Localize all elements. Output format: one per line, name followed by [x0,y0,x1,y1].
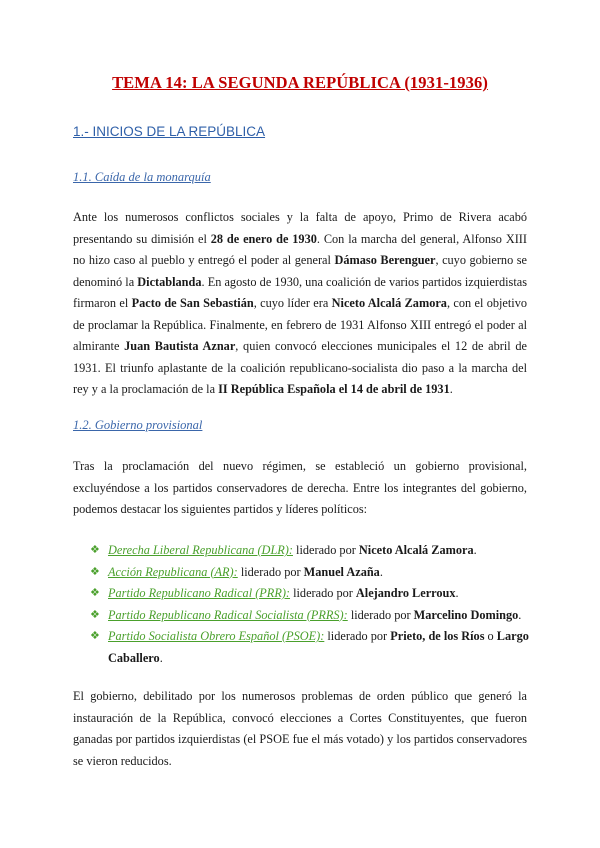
party-link[interactable]: Derecha Liberal Republicana (DLR): [108,543,293,557]
diamond-bullet-icon: ❖ [90,630,100,642]
party-leader: Manuel Azaña [303,564,380,579]
party-leader: Largo Caballero [108,629,529,665]
paragraph-provisional-intro: Tras la proclamación del nuevo régimen, se estableció un gobierno provisional, excluyéndose a los partidos conservadores de derecha. Entre los integrantes del gobierno, podemos destacar los siguientes partidos y líderes políticos: [73,459,527,516]
page-title: TEMA 14: LA SEGUNDA REPÚBLICA (1931-1936) [112,73,488,92]
diamond-bullet-icon: ❖ [90,565,100,578]
diamond-bullet-icon: ❖ [90,587,100,599]
party-leader: Niceto Alcalá Zamora [358,543,474,557]
list-item: ❖ Partido Republicano Radical (PRR): liderado por Alejandro Lerroux. [90,583,530,605]
party-link[interactable]: Partido Socialista Obrero Español (PSOE): [108,629,325,643]
party-leader: Alejandro Lerroux [355,586,456,600]
list-item: ❖ Partido Socialista Obrero Español (PSOE): liderado por Prieto, de los Ríos o Largo Caballero. [90,626,530,669]
party-link[interactable]: Acción Republicana (AR): [108,564,238,579]
party-link[interactable]: Partido Republicano Radical (PRR): [108,586,291,600]
list-item: ❖ Derecha Liberal Republicana (DLR): liderado por Niceto Alcalá Zamora. [90,540,530,562]
list-item: ❖ Partido Republicano Radical Socialista (PRRS): liderado por Marcelino Domingo. [90,605,530,627]
party-leader: Prieto, de los Ríos [390,629,485,643]
diamond-bullet-icon: ❖ [90,608,100,621]
paragraph-monarchy-fall: Ante los numerosos conflictos sociales y la falta de apoyo, Primo de Rivera acabó presentando su dimisión el 28 de enero de 1930. Con la marcha del general, Alfonso XIII no hizo caso al pueblo y entregó el poder al general Dámaso Berenguer, cuyo gobierno se denominó la Dictablanda. En agosto de 1930, una coalición de varios partidos izquierdistas firmaron el Pacto de San Sebastián, cuyo líder era Niceto Alcalá Zamora, con el objetivo de proclamar la República. Finalmente, en febrero de 1931 Alfonso XIII entregó el poder al almirante Juan Bautista Aznar, quien convocó elecciones municipales el 12 de abril de 1931. El triunfo aplastante de la coalición republicano-socialista dio paso a la marcha del rey y a la proclamación de la II República Española el 14 de abril de 1931. [73,210,528,396]
parties-list [90,540,530,669]
subsection-heading-provisional-government: 1.2. Gobierno provisional [73,418,203,432]
paragraph-elections: El gobierno, debilitado por los numerosos problemas de orden público que generó la instauración de la República, convocó elecciones a Cortes Constituyentes, que fueron ganadas por partidos izquierdistas (el PSOE fue el más votado) y los partidos conservadores se vieron reducidos. [73,689,527,768]
party-link[interactable]: Partido Republicano Radical Socialista (PRRS): [108,607,348,622]
list-item: ❖ Acción Republicana (AR): liderado por Manuel Azaña. [90,562,530,584]
party-leader: Marcelino Domingo [413,607,519,622]
section-heading: 1.- INICIOS DE LA REPÚBLICA [73,124,266,139]
diamond-bullet-icon: ❖ [90,544,100,556]
subsection-heading-monarchy: 1.1. Caída de la monarquía [73,170,211,184]
